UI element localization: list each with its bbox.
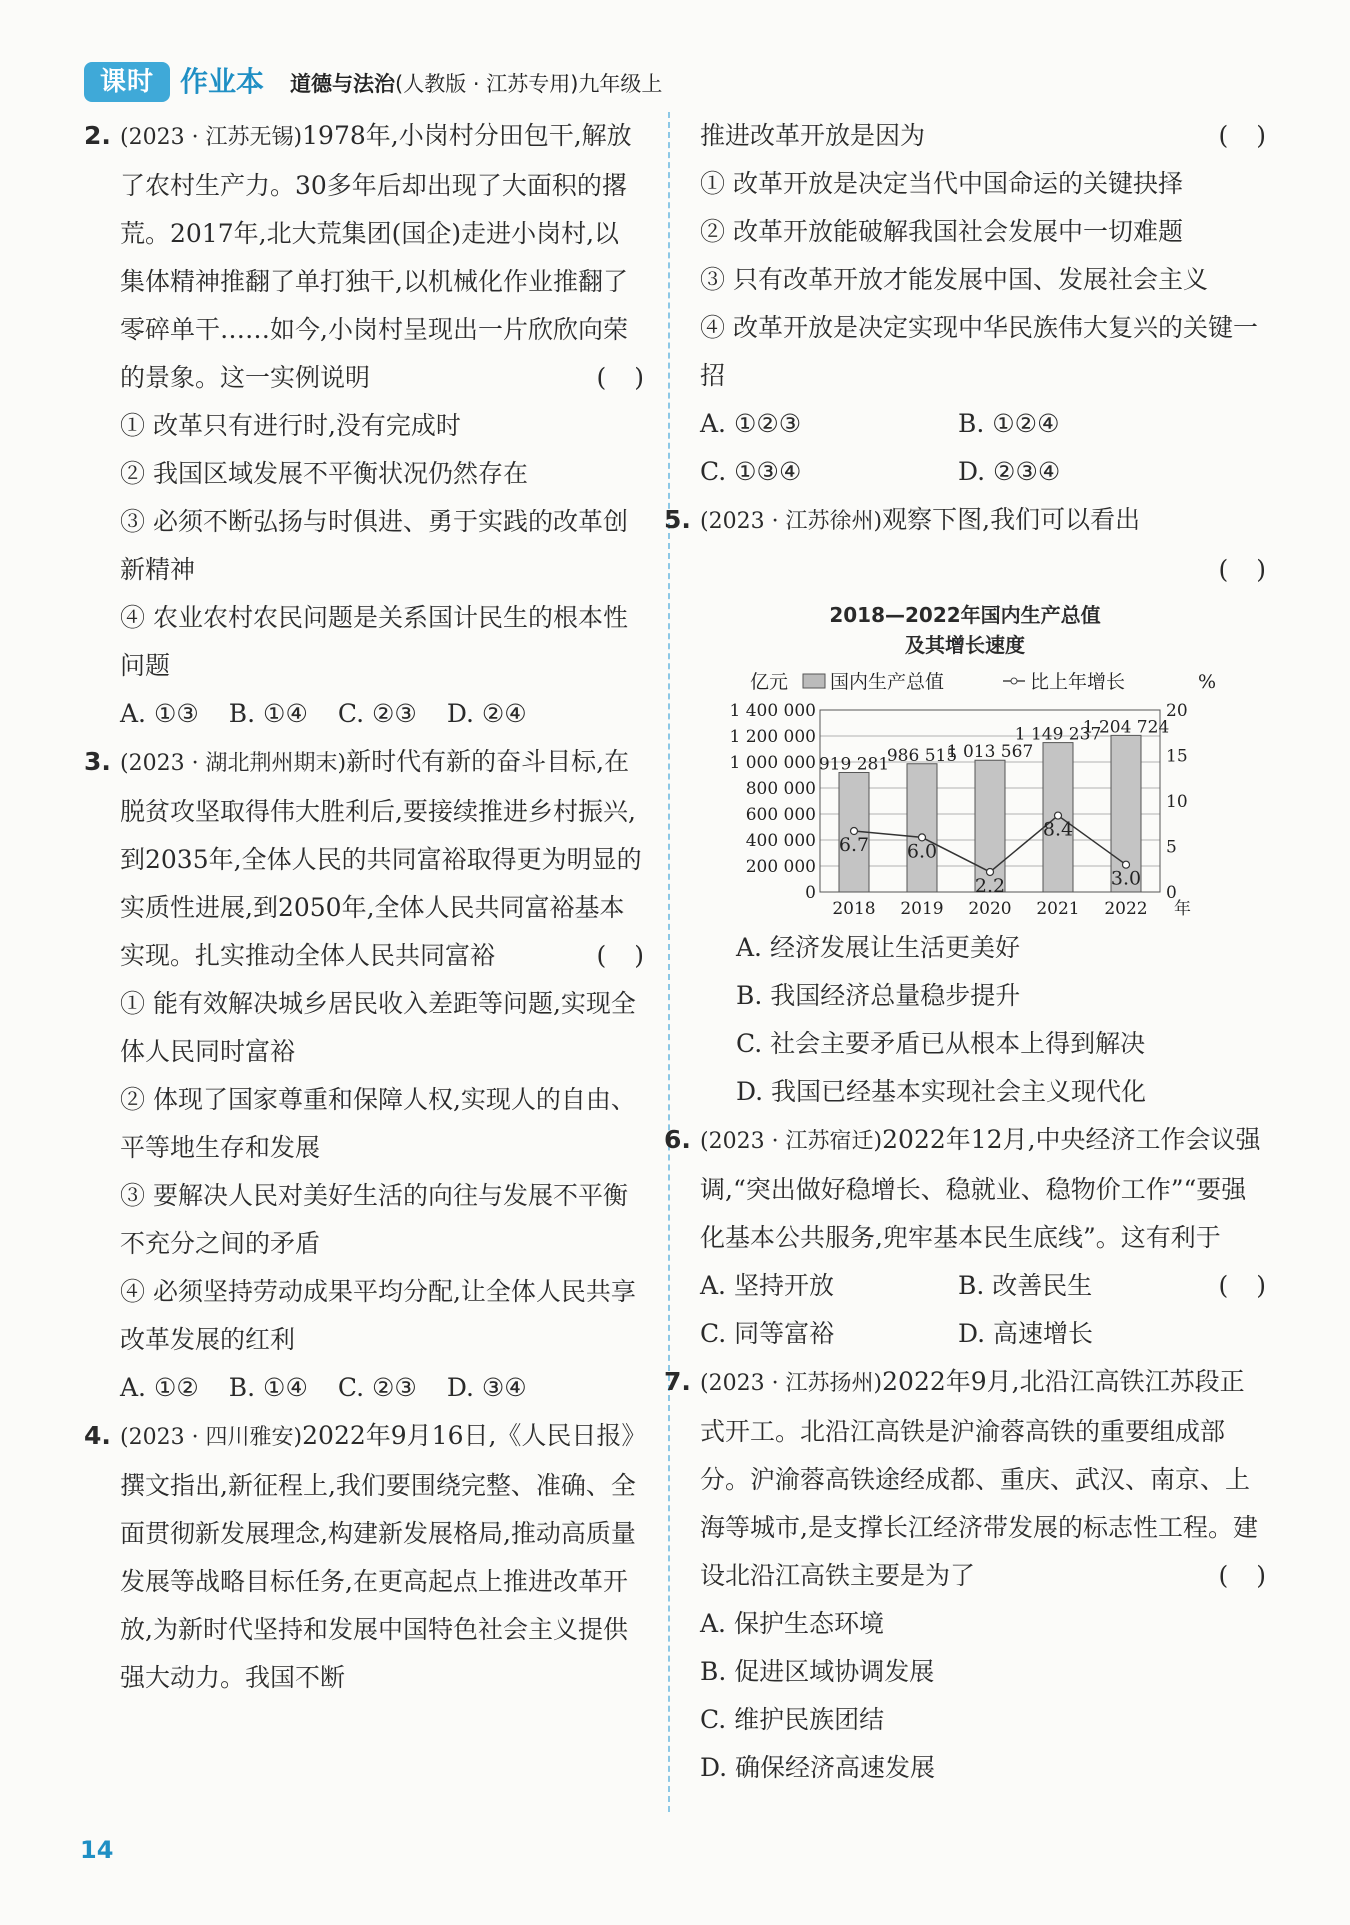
- choice-b[interactable]: B. 改善民生: [958, 1271, 1093, 1300]
- page-header: [84, 58, 1264, 108]
- choice-a[interactable]: A. ①②③: [700, 409, 802, 438]
- y2-tick-label: 5: [1166, 837, 1177, 858]
- legend-label-line: 比上年增长: [1030, 671, 1126, 693]
- question-number: 3.: [84, 747, 111, 776]
- choice-row: [700, 448, 1266, 496]
- chart-canvas: [700, 600, 1230, 918]
- x-tick-label: 2019: [900, 899, 944, 918]
- choice-row: [700, 400, 1266, 448]
- question-number: 2.: [84, 121, 111, 150]
- choice-b[interactable]: B. ①④: [228, 699, 308, 728]
- x-tick-label: 2018: [832, 899, 876, 918]
- right-column: [664, 112, 1294, 1792]
- option: D. 我国已经基本实现社会主义现代化: [736, 1077, 1147, 1106]
- legend-label-bar: 国内生产总值: [830, 671, 945, 693]
- growth-value-label: 8.4: [1042, 818, 1074, 841]
- answer-blank[interactable]: (): [1218, 1271, 1294, 1300]
- bar-value-label: 919 281: [818, 754, 890, 775]
- x-tick-label: 2021: [1036, 899, 1080, 918]
- answer-blank[interactable]: (): [1218, 121, 1294, 150]
- edition-label: (人教版 · 江苏专用)九年级上: [395, 72, 663, 96]
- choice-b[interactable]: B. ①②④: [958, 409, 1060, 438]
- option: ④ 农业农村农民问题是关系国计民生的根本性问题: [120, 603, 628, 680]
- option: ① 改革只有进行时,没有完成时: [120, 411, 461, 440]
- legend-swatch-bar: [803, 674, 825, 688]
- answer-blank[interactable]: (): [1218, 1561, 1294, 1590]
- question-5: [664, 496, 1294, 594]
- choice-c[interactable]: C. 同等富裕: [700, 1319, 835, 1348]
- question-2: [84, 112, 672, 402]
- option: ① 改革开放是决定当代中国命运的关键抉择: [700, 169, 1183, 198]
- question-4-continued: [700, 112, 1294, 160]
- subject-line: [290, 66, 662, 102]
- y2-tick-label: 20: [1166, 701, 1188, 721]
- y-tick-label: 800 000: [745, 779, 816, 799]
- question-stem: 2022年9月,北沿江高铁江苏段正式开工。北沿江高铁是沪渝蓉高铁的重要组成部分。沪渝蓉高铁途经成都、重庆、武汉、南京、上海等城市,是支撑长江经济带发展的标志性工程。建设北沿江高铁主要是为了: [700, 1367, 1258, 1590]
- left-column: [84, 112, 672, 1702]
- answer-blank[interactable]: (): [596, 363, 672, 392]
- question-stem: 1978年,小岗村分田包干,解放了农村生产力。30多年后却出现了大面积的撂荒。2017年,北大荒集团(国企)走进小岗村,以集体精神推翻了单打独干,以机械化作业推翻了零碎单干……如今,小岗村呈现出一片欣欣向荣的景象。这一实例说明: [120, 121, 632, 392]
- answer-blank[interactable]: (): [1218, 555, 1294, 584]
- page-number: 14: [80, 1836, 114, 1864]
- option: B. 我国经济总量稳步提升: [736, 981, 1021, 1010]
- subject-name: 道德与法治: [290, 72, 395, 96]
- bar-value-label: 1 204 724: [1082, 717, 1170, 738]
- question-source: (2023 · 江苏宿迁): [700, 1129, 883, 1154]
- question-source: (2023 · 江苏徐州): [700, 509, 883, 534]
- question-source: (2023 · 江苏无锡): [120, 125, 303, 150]
- y-tick-label: 0: [805, 883, 816, 903]
- question-number: 4.: [84, 1421, 111, 1450]
- bar-2019: [907, 764, 937, 892]
- choice-c[interactable]: C. ②③: [337, 1373, 417, 1402]
- choice-a[interactable]: A. ①③: [120, 699, 199, 728]
- y2-axis-label: %: [1198, 671, 1217, 693]
- x-tick-label: 2020: [968, 899, 1012, 918]
- question-number: 5.: [664, 505, 691, 534]
- option: C. 社会主要矛盾已从根本上得到解决: [736, 1029, 1146, 1058]
- bar-value-label: 1 149 237: [1014, 724, 1102, 745]
- choice-c[interactable]: C. ②③: [337, 699, 417, 728]
- question-stem: 新时代有新的奋斗目标,在脱贫攻坚取得伟大胜利后,要接续推进乡村振兴,到2035年,全体人民的共同富裕取得更为明显的实质性进展,到2050年,全体人民共同富裕基本实现。扎实推动全体人民共同富裕: [120, 747, 642, 970]
- question-source: (2023 · 四川雅安): [120, 1425, 303, 1450]
- question-number: 6.: [664, 1125, 691, 1154]
- option: ② 我国区域发展不平衡状况仍然存在: [120, 459, 528, 488]
- choice-row: [700, 1310, 1266, 1358]
- y2-tick-label: 10: [1166, 792, 1188, 812]
- option: ③ 必须不断弘扬与时俱进、勇于实践的改革创新精神: [120, 507, 628, 584]
- question-stem: 2022年12月,中央经济工作会议强调,“突出做好稳增长、稳就业、稳物价工作”“要强化基本公共服务,兜牢基本民生底线”。这有利于: [700, 1125, 1261, 1252]
- y-tick-label: 200 000: [745, 857, 816, 877]
- question-7: [664, 1358, 1294, 1600]
- y-tick-label: 1 400 000: [729, 701, 816, 721]
- question-source: (2023 · 江苏扬州): [700, 1371, 883, 1396]
- growth-value-label: 3.0: [1110, 867, 1142, 890]
- option: ④ 改革开放是决定实现中华民族伟大复兴的关键一招: [700, 313, 1258, 390]
- choice-b[interactable]: B. ①④: [228, 1373, 308, 1402]
- brand-logo: 课时: [84, 62, 170, 102]
- option: ④ 必须坚持劳动成果平均分配,让全体人民共享改革发展的红利: [120, 1277, 636, 1354]
- growth-value-label: 6.7: [838, 834, 870, 857]
- choice-c[interactable]: C. ①③④: [700, 457, 802, 486]
- option: ③ 只有改革开放才能发展中国、发展社会主义: [700, 265, 1208, 294]
- brand-name: 作业本: [180, 65, 265, 98]
- y-tick-label: 400 000: [745, 831, 816, 851]
- answer-blank[interactable]: (): [596, 941, 672, 970]
- bar-value-label: 986 515: [886, 745, 958, 766]
- chart-title: 2018—2022年国内生产总值: [829, 603, 1101, 627]
- growth-value-label: 2.2: [974, 874, 1006, 897]
- y-tick-label: 600 000: [745, 805, 816, 825]
- x-axis-unit: 年: [1174, 899, 1191, 918]
- y2-tick-label: 0: [1166, 883, 1177, 903]
- y-tick-label: 1 000 000: [729, 753, 816, 773]
- question-source: (2023 · 湖北荆州期末): [120, 751, 347, 776]
- y-tick-label: 1 200 000: [729, 727, 816, 747]
- choice-a[interactable]: A. 坚持开放: [700, 1271, 834, 1300]
- choice-row: [84, 1364, 644, 1412]
- chart-subtitle: 及其增长速度: [905, 633, 1025, 657]
- choice-row: [700, 1262, 1266, 1310]
- y-axis-label: 亿元: [750, 671, 789, 693]
- choice-d[interactable]: D. ②④: [446, 699, 527, 728]
- question-3: [84, 738, 672, 980]
- question-stem: 2022年9月16日,《人民日报》撰文指出,新征程上,我们要围绕完整、准确、全面贯彻新发展理念,构建新发展格局,推动高质量发展等战略目标任务,在更高起点上推进改革开放,为新时代坚持和发展中国特色社会主义提供强大动力。我国不断: [120, 1421, 636, 1692]
- question-stem-continued: 推进改革开放是因为: [700, 121, 926, 150]
- option: ② 改革开放能破解我国社会发展中一切难题: [700, 217, 1183, 246]
- choice-d[interactable]: D. ③④: [446, 1373, 527, 1402]
- question-4: [84, 1412, 644, 1702]
- option: A. 保护生态环境: [700, 1609, 884, 1638]
- option: A. 经济发展让生活更美好: [736, 933, 1020, 962]
- legend-marker-line: [1011, 678, 1017, 684]
- question-stem: 观察下图,我们可以看出: [882, 505, 1141, 534]
- option: ① 能有效解决城乡居民收入差距等问题,实现全体人民同时富裕: [120, 989, 636, 1066]
- option: ② 体现了国家尊重和保障人权,实现人的自由、平等地生存和发展: [120, 1085, 636, 1162]
- option: D. 确保经济高速发展: [700, 1753, 936, 1782]
- choice-a[interactable]: A. ①②: [120, 1373, 199, 1402]
- choice-d[interactable]: D. 高速增长: [958, 1319, 1094, 1348]
- choice-row: [84, 690, 644, 738]
- option: C. 维护民族团结: [700, 1705, 885, 1734]
- gdp-chart: [700, 600, 1230, 918]
- choice-d[interactable]: D. ②③④: [958, 457, 1061, 486]
- question-number: 7.: [664, 1367, 691, 1396]
- x-tick-label: 2022: [1104, 899, 1148, 918]
- option: ③ 要解决人民对美好生活的向往与发展不平衡不充分之间的矛盾: [120, 1181, 628, 1258]
- y2-tick-label: 15: [1166, 746, 1188, 767]
- growth-value-label: 6.0: [906, 840, 938, 863]
- option: B. 促进区域协调发展: [700, 1657, 935, 1686]
- bar-value-label: 1 013 567: [946, 742, 1034, 763]
